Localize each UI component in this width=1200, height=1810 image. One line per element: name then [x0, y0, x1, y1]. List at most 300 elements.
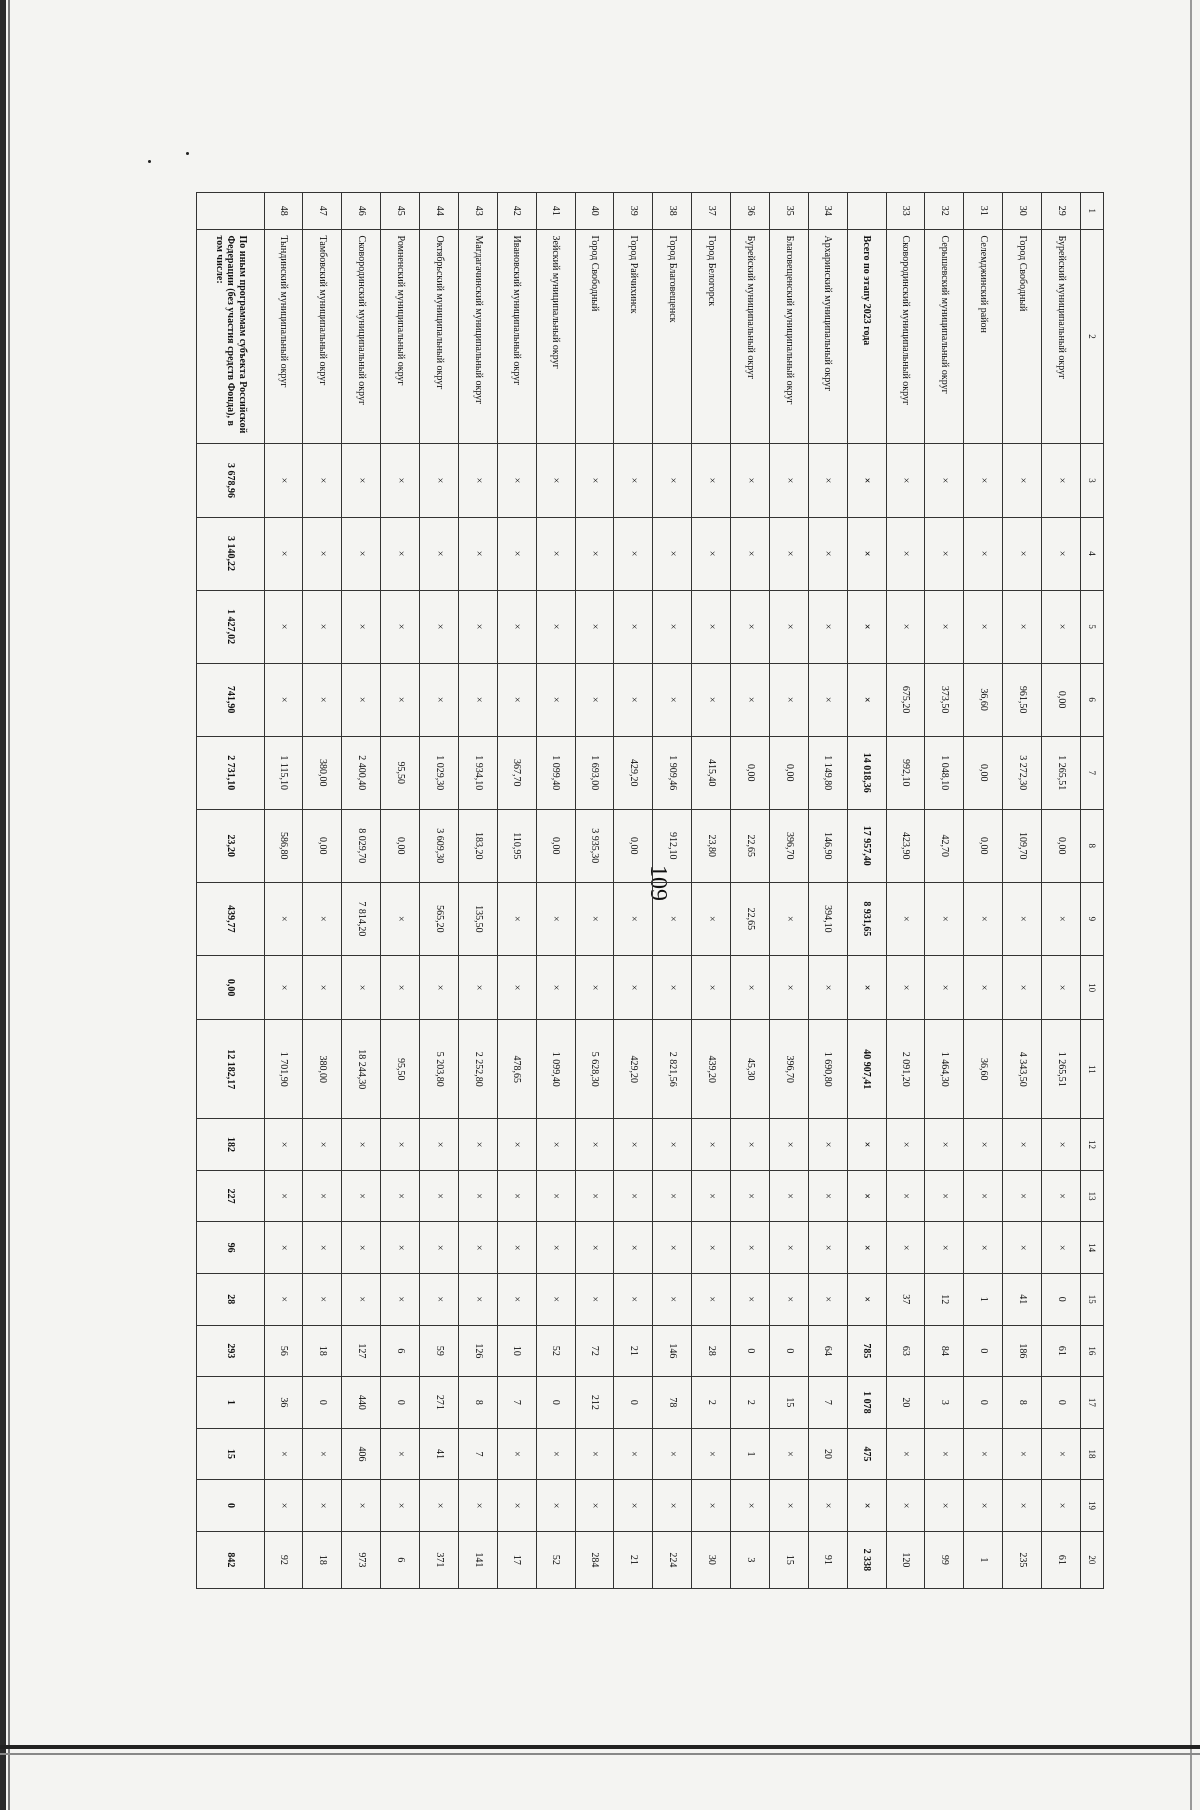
value-cell: × — [264, 1170, 303, 1222]
value-cell: × — [497, 1273, 536, 1325]
value-cell: × — [1003, 590, 1042, 663]
value-cell: × — [303, 1222, 342, 1274]
header-cell: 12 — [1080, 1119, 1103, 1171]
value-cell: × — [420, 1170, 459, 1222]
value-cell: 8 — [1003, 1377, 1042, 1429]
value-cell: 423,90 — [886, 809, 925, 882]
value-cell: × — [614, 444, 653, 517]
value-cell: 1 693,00 — [575, 736, 614, 809]
value-cell: 1 464,30 — [925, 1020, 964, 1119]
value-cell: 0,00 — [964, 809, 1003, 882]
table-row — [614, 193, 653, 1589]
row-number-cell: 41 — [536, 193, 575, 230]
value-cell: 8 — [458, 1377, 497, 1429]
table-row — [769, 193, 808, 1589]
value-cell: × — [381, 517, 420, 590]
value-cell: 45,30 — [731, 1020, 770, 1119]
value-cell: 396,70 — [769, 809, 808, 882]
value-cell: × — [692, 955, 731, 1019]
table-row — [264, 193, 303, 1589]
value-cell: 675,20 — [886, 663, 925, 736]
value-cell: 15 — [769, 1531, 808, 1588]
value-cell: 2 821,56 — [653, 1020, 692, 1119]
value-cell: 224 — [653, 1531, 692, 1588]
value-cell: 22,65 — [731, 882, 770, 955]
row-number-cell: 40 — [575, 193, 614, 230]
value-cell: × — [575, 1170, 614, 1222]
value-cell: × — [925, 1170, 964, 1222]
value-cell: × — [497, 1222, 536, 1274]
value-cell: 37 — [886, 1273, 925, 1325]
row-number-cell: 34 — [808, 193, 847, 230]
value-cell: × — [381, 1273, 420, 1325]
value-cell: × — [925, 955, 964, 1019]
value-cell: × — [692, 663, 731, 736]
value-cell: 227 — [197, 1170, 265, 1222]
table-row — [536, 193, 575, 1589]
value-cell: 3 140,22 — [197, 517, 265, 590]
value-cell: × — [925, 1119, 964, 1171]
value-cell: × — [808, 1273, 847, 1325]
value-cell: × — [653, 444, 692, 517]
header-cell: 14 — [1080, 1222, 1103, 1274]
value-cell: 28 — [692, 1325, 731, 1377]
value-cell: × — [925, 590, 964, 663]
value-cell: 0,00 — [964, 736, 1003, 809]
value-cell: × — [497, 955, 536, 1019]
value-cell: 18 — [303, 1325, 342, 1377]
value-cell: 0,00 — [197, 955, 265, 1019]
value-cell: 741,90 — [197, 663, 265, 736]
value-cell: 22,65 — [731, 809, 770, 882]
row-number-cell: 38 — [653, 193, 692, 230]
row-number-cell: 43 — [458, 193, 497, 230]
value-cell: × — [536, 1222, 575, 1274]
value-cell: × — [264, 1222, 303, 1274]
value-cell: × — [808, 955, 847, 1019]
value-cell: 3 — [731, 1531, 770, 1588]
value-cell: × — [964, 517, 1003, 590]
value-cell: 8 029,70 — [342, 809, 381, 882]
value-cell: 394,10 — [808, 882, 847, 955]
value-cell: 1 265,51 — [1042, 1020, 1081, 1119]
value-cell: × — [925, 882, 964, 955]
value-cell: × — [731, 444, 770, 517]
value-cell: × — [847, 663, 886, 736]
header-cell: 10 — [1080, 955, 1103, 1019]
value-cell: × — [1003, 882, 1042, 955]
header-cell: 7 — [1080, 736, 1103, 809]
value-cell: 371 — [420, 1531, 459, 1588]
value-cell: × — [303, 1480, 342, 1532]
value-cell: × — [497, 663, 536, 736]
value-cell: 973 — [342, 1531, 381, 1588]
value-cell: × — [303, 1273, 342, 1325]
table-row — [925, 193, 964, 1589]
value-cell: 40 907,41 — [847, 1020, 886, 1119]
total-row — [197, 193, 265, 1589]
value-cell: × — [692, 1273, 731, 1325]
value-cell: 17 957,40 — [847, 809, 886, 882]
value-cell: × — [769, 882, 808, 955]
row-number-cell: 48 — [264, 193, 303, 230]
value-cell: × — [420, 1222, 459, 1274]
value-cell: × — [497, 1119, 536, 1171]
value-cell: 2 091,20 — [886, 1020, 925, 1119]
value-cell: × — [964, 1480, 1003, 1532]
value-cell: 439,77 — [197, 882, 265, 955]
table-row — [420, 193, 459, 1589]
value-cell: 415,40 — [692, 736, 731, 809]
value-cell: × — [808, 663, 847, 736]
value-cell: × — [536, 517, 575, 590]
row-number-cell: 29 — [1042, 193, 1081, 230]
value-cell: 3 609,30 — [420, 809, 459, 882]
municipality-name-cell: Благовещенский муниципальный округ — [769, 229, 808, 444]
value-cell: × — [964, 1222, 1003, 1274]
value-cell: × — [420, 955, 459, 1019]
value-cell: 7 — [458, 1428, 497, 1480]
value-cell: × — [847, 1119, 886, 1171]
value-cell: × — [692, 1119, 731, 1171]
value-cell: 0 — [769, 1325, 808, 1377]
scan-left-border-inner — [8, 0, 10, 1810]
value-cell: × — [1042, 1170, 1081, 1222]
row-number-cell: 31 — [964, 193, 1003, 230]
value-cell: × — [303, 590, 342, 663]
value-cell: 284 — [575, 1531, 614, 1588]
value-cell: × — [303, 1170, 342, 1222]
value-cell: 109,70 — [1003, 809, 1042, 882]
value-cell: × — [731, 663, 770, 736]
header-cell: 16 — [1080, 1325, 1103, 1377]
value-cell: × — [342, 1222, 381, 1274]
value-cell: × — [1003, 1222, 1042, 1274]
value-cell: × — [614, 1222, 653, 1274]
value-cell: 1 099,40 — [536, 1020, 575, 1119]
value-cell: 1 — [964, 1531, 1003, 1588]
value-cell: × — [964, 444, 1003, 517]
value-cell: 1 149,80 — [808, 736, 847, 809]
value-cell: × — [692, 1428, 731, 1480]
value-cell: × — [964, 590, 1003, 663]
table-row — [342, 193, 381, 1589]
header-cell: 8 — [1080, 809, 1103, 882]
value-cell: × — [886, 590, 925, 663]
header-cell: 1 — [1080, 193, 1103, 230]
value-cell: × — [692, 1480, 731, 1532]
value-cell: × — [614, 1428, 653, 1480]
value-cell: 42,70 — [925, 809, 964, 882]
value-cell: × — [420, 517, 459, 590]
value-cell: × — [458, 444, 497, 517]
municipality-name-cell: Бурейский муниципальный округ — [731, 229, 770, 444]
value-cell: × — [1042, 955, 1081, 1019]
value-cell: 0 — [964, 1377, 1003, 1429]
value-cell: × — [458, 955, 497, 1019]
value-cell: 3 678,96 — [197, 444, 265, 517]
value-cell: 2 338 — [847, 1531, 886, 1588]
value-cell: × — [769, 1480, 808, 1532]
value-cell: × — [264, 590, 303, 663]
table-row — [808, 193, 847, 1589]
value-cell: 0 — [731, 1325, 770, 1377]
scan-left-border — [0, 0, 6, 1810]
value-cell: 293 — [197, 1325, 265, 1377]
value-cell: × — [575, 1222, 614, 1274]
table-wrapper — [196, 192, 1104, 1589]
value-cell: 0 — [197, 1480, 265, 1532]
value-cell: × — [653, 955, 692, 1019]
value-cell: × — [769, 1273, 808, 1325]
value-cell: × — [769, 590, 808, 663]
value-cell: × — [381, 590, 420, 663]
value-cell: 5 203,80 — [420, 1020, 459, 1119]
value-cell: × — [575, 1428, 614, 1480]
value-cell: 212 — [575, 1377, 614, 1429]
value-cell: 0,00 — [614, 809, 653, 882]
value-cell: × — [731, 1222, 770, 1274]
header-cell: 4 — [1080, 517, 1103, 590]
value-cell: 440 — [342, 1377, 381, 1429]
value-cell: 0 — [1042, 1377, 1081, 1429]
value-cell: × — [769, 1222, 808, 1274]
municipality-name-cell: Ивановский муниципальный округ — [497, 229, 536, 444]
value-cell: 110,95 — [497, 809, 536, 882]
value-cell: × — [1003, 444, 1042, 517]
value-cell: × — [575, 1119, 614, 1171]
data-table — [196, 192, 1104, 1589]
value-cell: 41 — [420, 1428, 459, 1480]
value-cell: × — [614, 1170, 653, 1222]
value-cell: 0 — [964, 1325, 1003, 1377]
value-cell: 396,70 — [769, 1020, 808, 1119]
value-cell: × — [614, 1273, 653, 1325]
value-cell: × — [692, 517, 731, 590]
value-cell: × — [458, 663, 497, 736]
municipality-name-cell: Серышевский муниципальный округ — [925, 229, 964, 444]
value-cell: × — [536, 663, 575, 736]
value-cell: 1 — [197, 1377, 265, 1429]
value-cell: × — [497, 444, 536, 517]
value-cell: × — [303, 663, 342, 736]
value-cell: × — [886, 1480, 925, 1532]
value-cell: × — [497, 1480, 536, 1532]
value-cell: 586,80 — [264, 809, 303, 882]
value-cell: × — [575, 663, 614, 736]
municipality-name-cell: Селемджинский район — [964, 229, 1003, 444]
value-cell: × — [731, 955, 770, 1019]
value-cell: × — [847, 1222, 886, 1274]
value-cell: × — [1042, 517, 1081, 590]
value-cell: × — [886, 444, 925, 517]
table-row — [381, 193, 420, 1589]
table-row — [886, 193, 925, 1589]
header-cell: 11 — [1080, 1020, 1103, 1119]
value-cell: × — [808, 517, 847, 590]
value-cell: 78 — [653, 1377, 692, 1429]
value-cell: × — [769, 1428, 808, 1480]
value-cell: 36,60 — [964, 663, 1003, 736]
row-number-cell: 46 — [342, 193, 381, 230]
scan-bottom-border-inner — [0, 1753, 1200, 1755]
total-row — [847, 193, 886, 1589]
value-cell: 0 — [614, 1377, 653, 1429]
value-cell: 63 — [886, 1325, 925, 1377]
value-cell: × — [303, 1428, 342, 1480]
value-cell: × — [964, 1428, 1003, 1480]
value-cell: 126 — [458, 1325, 497, 1377]
table-row — [964, 193, 1003, 1589]
value-cell: × — [925, 517, 964, 590]
value-cell: × — [692, 444, 731, 517]
value-cell: × — [420, 1480, 459, 1532]
value-cell: × — [653, 517, 692, 590]
value-cell: × — [847, 1170, 886, 1222]
value-cell: × — [420, 590, 459, 663]
value-cell: × — [1042, 1222, 1081, 1274]
value-cell: × — [497, 882, 536, 955]
value-cell: 182 — [197, 1119, 265, 1171]
municipality-name-cell: Тамбовский муниципальный округ — [303, 229, 342, 444]
value-cell: × — [342, 955, 381, 1019]
row-number-cell: 44 — [420, 193, 459, 230]
value-cell: × — [1042, 1119, 1081, 1171]
value-cell: 406 — [342, 1428, 381, 1480]
value-cell: × — [769, 1119, 808, 1171]
value-cell: × — [653, 1170, 692, 1222]
value-cell: 0,00 — [1042, 663, 1081, 736]
municipality-name-cell: Всего по этапу 2023 года — [847, 229, 886, 444]
value-cell: 92 — [264, 1531, 303, 1588]
value-cell: × — [1003, 955, 1042, 1019]
value-cell: 20 — [808, 1428, 847, 1480]
municipality-name-cell: Город Белогорск — [692, 229, 731, 444]
value-cell: × — [653, 1222, 692, 1274]
value-cell: 135,50 — [458, 882, 497, 955]
value-cell: 842 — [197, 1531, 265, 1588]
value-cell: 4 343,50 — [1003, 1020, 1042, 1119]
value-cell: × — [1042, 590, 1081, 663]
row-number-cell: 45 — [381, 193, 420, 230]
header-cell: 19 — [1080, 1480, 1103, 1532]
value-cell: × — [847, 444, 886, 517]
value-cell: × — [653, 1273, 692, 1325]
value-cell: × — [653, 590, 692, 663]
value-cell: × — [769, 444, 808, 517]
value-cell: 7 — [808, 1377, 847, 1429]
value-cell: 565,20 — [420, 882, 459, 955]
value-cell: × — [458, 590, 497, 663]
value-cell: × — [847, 517, 886, 590]
value-cell: 1 934,10 — [458, 736, 497, 809]
table-body — [197, 193, 1104, 1589]
value-cell: 59 — [420, 1325, 459, 1377]
value-cell: × — [847, 590, 886, 663]
value-cell: × — [964, 1170, 1003, 1222]
row-number-cell — [197, 193, 265, 230]
value-cell: × — [381, 882, 420, 955]
value-cell: × — [614, 663, 653, 736]
value-cell: × — [342, 590, 381, 663]
value-cell: 146 — [653, 1325, 692, 1377]
value-cell: × — [458, 1119, 497, 1171]
value-cell: 95,50 — [381, 736, 420, 809]
municipality-name-cell: Тындинский муниципальный округ — [264, 229, 303, 444]
value-cell: × — [342, 444, 381, 517]
value-cell: × — [420, 1273, 459, 1325]
value-cell: 21 — [614, 1325, 653, 1377]
value-cell: × — [964, 955, 1003, 1019]
value-cell: × — [303, 1119, 342, 1171]
header-cell: 13 — [1080, 1170, 1103, 1222]
value-cell: × — [731, 517, 770, 590]
value-cell: 1 — [731, 1428, 770, 1480]
value-cell: × — [886, 955, 925, 1019]
value-cell: 2 400,40 — [342, 736, 381, 809]
value-cell: × — [381, 1170, 420, 1222]
value-cell: 1 078 — [847, 1377, 886, 1429]
value-cell: 1 909,46 — [653, 736, 692, 809]
value-cell: × — [264, 1480, 303, 1532]
value-cell: × — [653, 1480, 692, 1532]
table-row — [497, 193, 536, 1589]
value-cell: × — [420, 444, 459, 517]
value-cell: × — [847, 1480, 886, 1532]
municipality-name-cell: Сковородинский муниципальный округ — [886, 229, 925, 444]
value-cell: 8 931,65 — [847, 882, 886, 955]
value-cell: 7 814,20 — [342, 882, 381, 955]
value-cell: × — [303, 517, 342, 590]
value-cell: 912,10 — [653, 809, 692, 882]
value-cell: × — [925, 1428, 964, 1480]
value-cell: × — [342, 517, 381, 590]
value-cell: 52 — [536, 1325, 575, 1377]
municipality-name-cell: По иным программам субъекта Российской Федерации (без участия средств Фонда), в том числе: — [197, 229, 265, 444]
value-cell: 56 — [264, 1325, 303, 1377]
municipality-name-cell: Город Свободный — [1003, 229, 1042, 444]
municipality-name-cell: Октябрьский муниципальный округ — [420, 229, 459, 444]
value-cell: 475 — [847, 1428, 886, 1480]
value-cell: 0,00 — [1042, 809, 1081, 882]
municipality-name-cell: Бурейский муниципальный округ — [1042, 229, 1081, 444]
value-cell: × — [575, 1480, 614, 1532]
value-cell: × — [769, 955, 808, 1019]
value-cell: × — [692, 882, 731, 955]
page-number: 109 — [645, 865, 671, 901]
value-cell: × — [381, 955, 420, 1019]
value-cell: × — [1042, 444, 1081, 517]
value-cell: × — [769, 517, 808, 590]
value-cell: 1 690,80 — [808, 1020, 847, 1119]
scan-right-border — [1190, 0, 1192, 1810]
value-cell: × — [925, 1222, 964, 1274]
value-cell: × — [536, 1273, 575, 1325]
row-number-cell — [847, 193, 886, 230]
value-cell: × — [264, 882, 303, 955]
value-cell: 429,20 — [614, 736, 653, 809]
value-cell: × — [1003, 1480, 1042, 1532]
value-cell: × — [847, 955, 886, 1019]
value-cell: × — [458, 517, 497, 590]
value-cell: × — [264, 1119, 303, 1171]
value-cell: × — [381, 444, 420, 517]
value-cell: × — [458, 1480, 497, 1532]
header-cell: 6 — [1080, 663, 1103, 736]
value-cell: 30 — [692, 1531, 731, 1588]
value-cell: × — [575, 517, 614, 590]
value-cell: 0,00 — [731, 736, 770, 809]
